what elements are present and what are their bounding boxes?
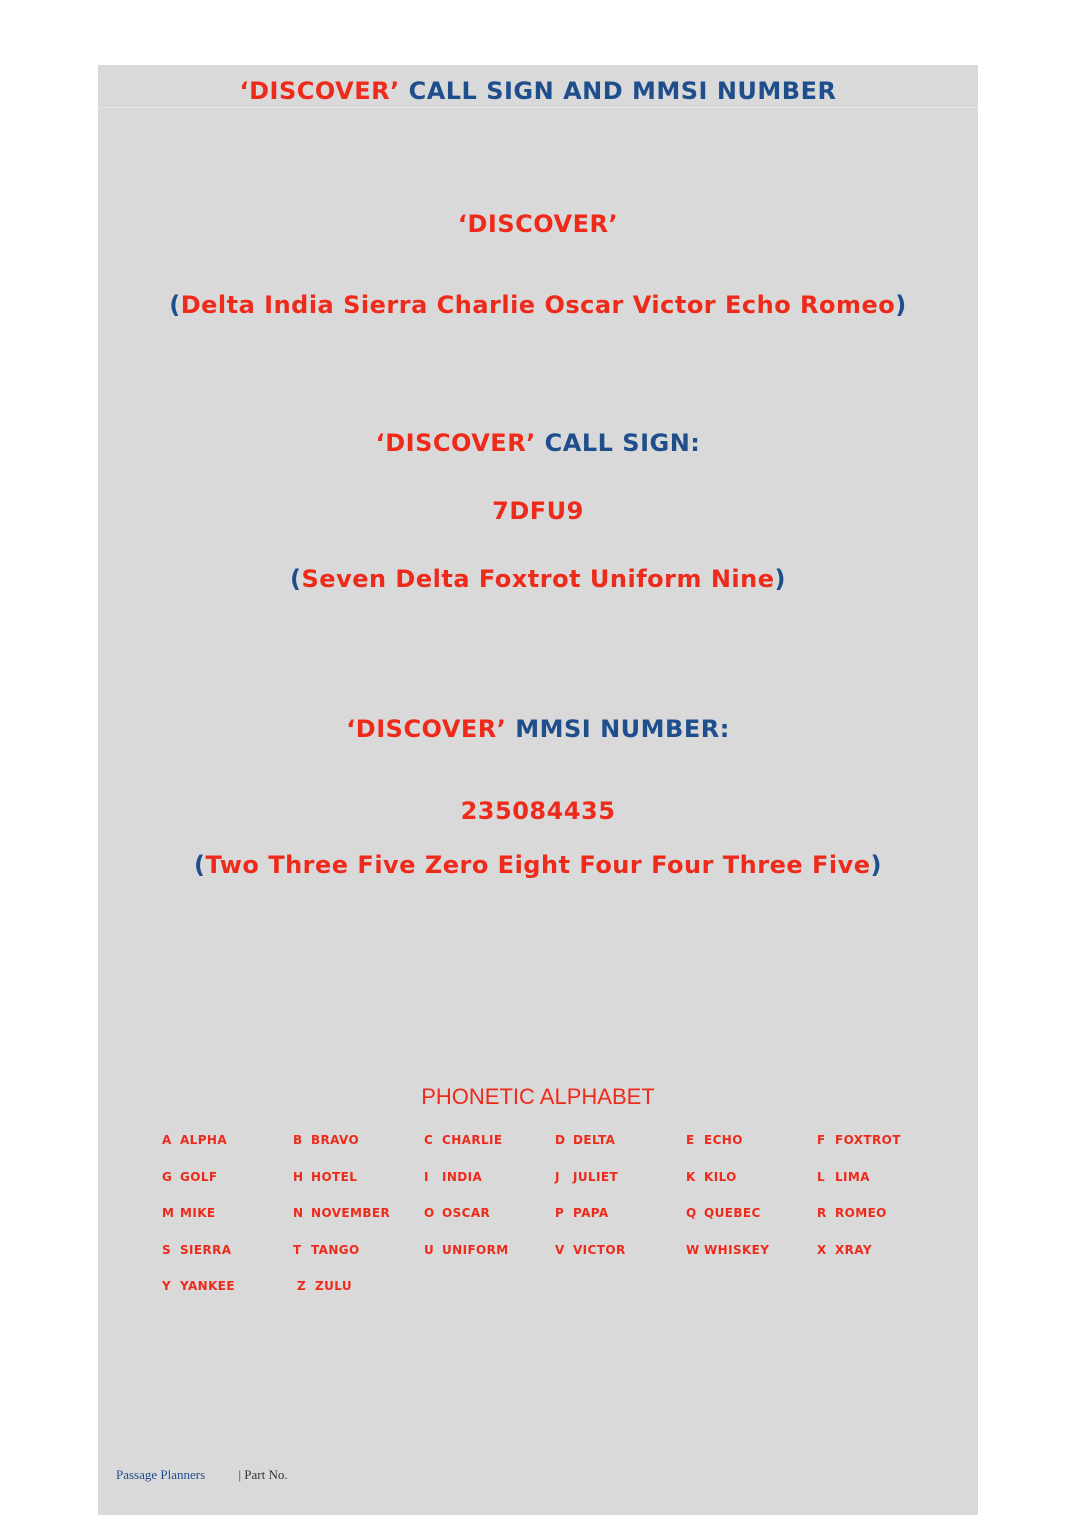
call-sign-phonetic-text: Seven Delta Foxtrot Uniform Nine (301, 565, 775, 593)
document-page (98, 65, 978, 1515)
alphabet-entry: Q QUEBEC (686, 1206, 761, 1220)
alphabet-entry: A ALPHA (162, 1133, 228, 1147)
paren-open: ( (194, 851, 206, 879)
alphabet-entry: K KILO (686, 1169, 737, 1184)
paren-close: ) (895, 291, 907, 319)
alphabet-entry: E ECHO (686, 1133, 743, 1147)
mmsi-value: 235084435 (460, 797, 616, 825)
call-sign-vessel: ‘DISCOVER’ (375, 429, 536, 457)
mmsi-vessel: ‘DISCOVER’ (346, 715, 507, 743)
alphabet-entry: W WHISKEY (686, 1242, 770, 1257)
alphabet-entry: U UNIFORM (424, 1242, 509, 1257)
call-sign-label: CALL SIGN: (544, 429, 701, 457)
alphabet-entry: C CHARLIE (424, 1133, 503, 1147)
call-sign-phonetic (98, 565, 978, 593)
footer-brand: Passage Planners (116, 1467, 206, 1482)
alphabet-entry: O OSCAR (424, 1206, 491, 1220)
alphabet-entry: G GOLF (162, 1169, 218, 1184)
paren-close: ) (774, 565, 786, 593)
alphabet-entry: I INDIA (424, 1169, 483, 1184)
alphabet-entry: R ROMEO (817, 1206, 887, 1220)
vessel-name: ‘DISCOVER’ (457, 210, 619, 238)
paren-open: ( (169, 291, 181, 319)
vessel-name-phonetic (98, 291, 978, 319)
alphabet-entry: S SIERRA (162, 1242, 232, 1257)
alphabet-entry: F FOXTROT (817, 1133, 901, 1147)
header-title: CALL SIGN AND MMSI NUMBER (408, 77, 837, 105)
alphabet-entry: P PAPA (555, 1206, 609, 1220)
phonetic-alphabet-grid (162, 1133, 952, 1316)
page-header (98, 65, 978, 108)
mmsi-heading (98, 715, 978, 743)
alphabet-entry: X XRAY (817, 1242, 872, 1257)
call-sign-heading (98, 429, 978, 457)
alphabet-entry: L LIMA (817, 1169, 870, 1184)
vessel-phonetic-text: Delta India Sierra Charlie Oscar Victor Echo Romeo (180, 291, 896, 319)
header-vessel-name: ‘DISCOVER’ (239, 77, 400, 105)
paren-close: ) (870, 851, 882, 879)
alphabet-entry: Z ZULU (297, 1279, 353, 1293)
alphabet-entry: M MIKE (162, 1206, 216, 1220)
alphabet-entry: T TANGO (293, 1242, 360, 1257)
alphabet-entry: J JULIET (555, 1169, 619, 1184)
alphabet-entry: N NOVEMBER (293, 1206, 391, 1220)
mmsi-phonetic-text: Two Three Five Zero Eight Four Four Three Five (205, 851, 871, 879)
call-sign-value: 7DFU9 (492, 497, 584, 525)
mmsi-label: MMSI NUMBER: (515, 715, 730, 743)
footer-part-number: | Part No. (238, 1467, 288, 1482)
alphabet-entry: V VICTOR (555, 1242, 626, 1257)
alphabet-entry: Y YANKEE (162, 1279, 235, 1293)
alphabet-entry: D DELTA (555, 1133, 616, 1147)
mmsi-phonetic (98, 851, 978, 879)
phonetic-alphabet-title: PHONETIC ALPHABET (421, 1084, 655, 1109)
page-footer (116, 1467, 288, 1483)
alphabet-entry: H HOTEL (293, 1169, 358, 1184)
alphabet-entry: B BRAVO (293, 1133, 360, 1147)
paren-open: ( (290, 565, 302, 593)
